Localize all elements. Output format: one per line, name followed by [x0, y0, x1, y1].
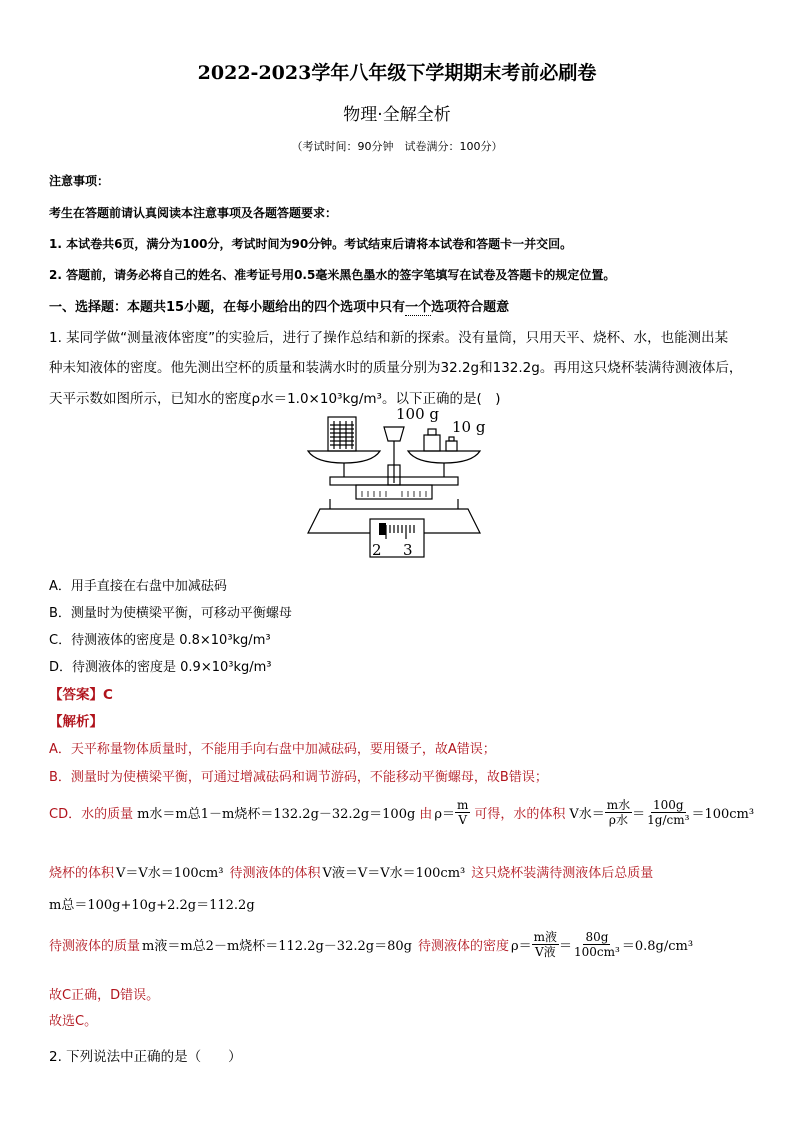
liquid-density-numerator: m液: [533, 930, 557, 944]
liquid-density-value-numerator: 80g: [585, 930, 609, 944]
analysis-cd-mid2: 可得，水的体积: [474, 807, 566, 822]
center-scale: [384, 427, 404, 441]
label-10g: 10 g: [452, 418, 486, 436]
exam-time-info: （考试时间：90分钟 试卷满分：100分）: [291, 140, 503, 153]
liquid-density-result: ＝0.8g/cm³: [621, 939, 694, 954]
water-volume-result: ＝100cm³: [691, 807, 755, 822]
notice-item-2: 2. 答题前，请务必将自己的姓名、准考证号用0.5毫米黑色墨水的签字笔填写在试卷及答题卡的规定位置。: [49, 268, 616, 282]
q2-line-1: 2. 下列说法中正确的是（ ）: [49, 1049, 242, 1065]
volume-row: [49, 862, 653, 881]
density-equals-sign: ＝: [559, 939, 573, 954]
liquid-mass-label: 待测液体的质量: [49, 939, 141, 954]
weight-10g: [446, 441, 457, 451]
q1-option-a: A．用手直接在右盘中加减砝码: [49, 579, 227, 594]
q1-line-3: 天平示数如图所示，已知水的密度ρ水＝1.0×10³kg/m³。以下正确的是( ): [49, 391, 501, 407]
density-formula-numerator: m: [456, 798, 469, 812]
beaker-liquid: [330, 421, 354, 449]
q1-line-1: 1. 某同学做“测量液体密度”的实验后，进行了操作总结和新的探索。没有量筒，只用天平、烧杯、水，也能测出某: [49, 330, 729, 346]
water-volume-value-numerator: 100g: [653, 798, 684, 812]
section-heading: [49, 296, 509, 315]
density-formula-fraction: [455, 798, 470, 827]
page-subtitle: 物理·全解全析: [343, 105, 451, 125]
liquid-mass-eq: m液＝m总2－m烧杯＝112.2g－32.2g＝80g: [142, 939, 412, 954]
balance-figure: [300, 405, 500, 560]
liquid-density-denominator: V液: [534, 945, 556, 959]
water-volume-symbol: V水＝: [569, 807, 605, 822]
notice-intro: 考生在答题前请认真阅读本注意事项及各题答题要求：: [49, 206, 338, 220]
cup-volume-eq: V＝V水＝100cm³: [116, 866, 224, 881]
analysis-b: B．测量时为使横梁平衡，可通过增减砝码和调节游码，不能移动平衡螺母，故B错误；: [49, 770, 548, 785]
equals-sign: ＝: [632, 807, 646, 822]
water-volume-denominator: ρ水: [608, 813, 628, 827]
total-mass-label: 这只烧杯装满待测液体后总质量: [471, 866, 654, 881]
water-volume-value-fraction: [645, 798, 691, 827]
q1-option-c: C．待测液体的密度是 0.8×10³kg/m³: [49, 633, 271, 648]
analysis-a: A．天平称量物体质量时，不能用手向右盘中加减砝码，要用镊子，故A错误；: [49, 742, 496, 757]
rider: [379, 523, 386, 535]
density-row: [49, 930, 693, 959]
analysis-conclusion: 故C正确，D错误。: [49, 988, 160, 1003]
rho-symbol: ρ＝: [434, 807, 455, 822]
section-prefix: 一、选择题：本题共15小题，在每小题给出的四个选项中只有: [49, 300, 406, 315]
water-mass-eq: m水＝m总1－m烧杯＝132.2g－32.2g＝100g: [137, 807, 416, 822]
analysis-final: 故选C。: [49, 1014, 98, 1029]
right-pan: [408, 451, 480, 463]
total-mass-eq: m总＝100g+10g+2.2g＝112.2g: [49, 898, 255, 913]
liquid-density-label: 待测液体的密度: [417, 939, 509, 954]
page-title: 2022-2023学年八年级下学期期末考前必刷卷: [197, 62, 597, 84]
notice-heading: 注意事项：: [49, 174, 110, 188]
water-volume-value-denominator: 1g/cm³: [647, 813, 690, 827]
notice-item-1: 1. 本试卷共6页，满分为100分，考试时间为90分钟。考试结束后请将本试卷和答题卡一并交回。: [49, 237, 573, 251]
liquid-density-symbol: ρ＝: [510, 939, 532, 954]
q1-answer: 【答案】C: [49, 687, 113, 703]
liquid-volume-label: 待测液体的体积: [229, 866, 321, 881]
section-suffix: 选项符合题意: [431, 300, 510, 315]
water-volume-fraction: [605, 798, 632, 827]
rider-scale: [356, 485, 432, 499]
scale-label-3: 3: [403, 541, 413, 559]
liquid-density-value-fraction: [572, 930, 622, 959]
liquid-density-value-denominator: 100cm³: [574, 945, 620, 959]
left-pan: [308, 451, 380, 463]
weight-100g: [424, 435, 440, 451]
section-emphasis: 一个: [405, 300, 432, 315]
analysis-cd-row: [49, 798, 754, 827]
analysis-cd-label: CD．水的质量: [49, 807, 134, 822]
q1-option-b: B．测量时为使横梁平衡，可移动平衡螺母: [49, 606, 292, 621]
density-formula-denominator: V: [458, 813, 467, 827]
q1-option-d: D．待测液体的密度是 0.9×10³kg/m³: [49, 660, 272, 675]
liquid-density-fraction: [532, 930, 559, 959]
scale-label-2: 2: [372, 541, 382, 559]
label-100g: 100 g: [396, 405, 440, 423]
q1-line-2: 种未知液体的密度。他先测出空杯的质量和装满水时的质量分别为32.2g和132.2g。再用这只烧杯装满待测液体后，: [49, 360, 743, 376]
water-volume-numerator: m水: [606, 798, 631, 812]
liquid-volume-eq: V液＝V＝V水＝100cm³: [322, 866, 466, 881]
analysis-cd-mid: 由: [419, 807, 433, 822]
q1-analysis-heading: 【解析】: [49, 714, 103, 730]
cup-volume-label: 烧杯的体积: [49, 866, 115, 881]
